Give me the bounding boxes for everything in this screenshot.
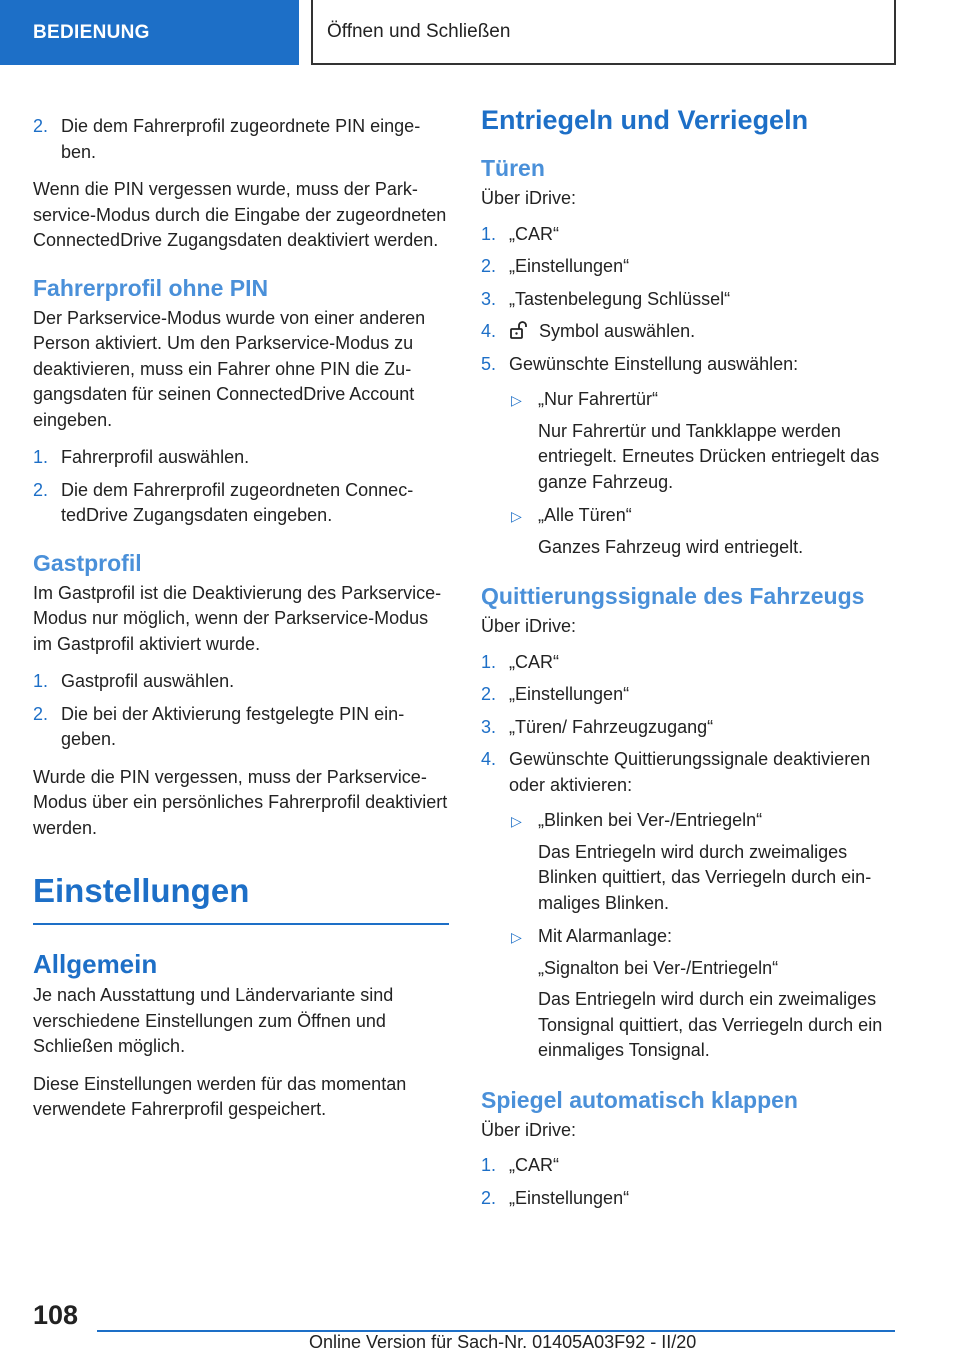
paragraph: Der Parkservice-Modus wurde von einer anderen Person aktiviert. Um den Parkservice-Modus zu deaktivieren, muss ein Fahrer ohne PIN die Zugangsdaten für seinen ConnectedDrive Account eingeben. xyxy=(33,307,426,430)
list-number: 2. xyxy=(33,703,49,724)
list-item xyxy=(481,650,901,676)
sub-list xyxy=(509,387,901,560)
sub-item-desc: Nur Fahrertür und Tankklappe werden entriegelt. Erneutes Drücken entriegelt das ganze Fahrzeug. xyxy=(538,420,880,492)
triangle-bullet-icon: ▷ xyxy=(511,392,522,408)
list-spiegel xyxy=(481,1153,901,1211)
paragraph: Über iDrive: xyxy=(481,188,577,208)
paragraph: Wurde die PIN vergessen, muss der Parkservice-Modus über ein persönliches Fahrerprofil deaktiviert werden. xyxy=(33,766,448,838)
chapter-title-einstellungen: Einstellungen xyxy=(33,871,449,925)
sub-item-label: „Blinken bei Ver-/Entriegeln“ xyxy=(538,810,763,830)
list-text: Fahrerprofil auswählen. xyxy=(61,447,250,467)
list-number: 1. xyxy=(481,1155,497,1175)
unlock-icon xyxy=(509,320,531,340)
list-text: „CAR“ xyxy=(509,1155,559,1175)
triangle-bullet-icon: ▷ xyxy=(511,508,522,524)
list-item xyxy=(33,669,449,695)
heading-tueren: Türen xyxy=(481,155,545,181)
list-item xyxy=(481,352,901,561)
list-text: Die bei der Aktivierung festgelegte PIN eingeben. xyxy=(61,703,405,749)
sub-list-item xyxy=(509,924,901,1064)
list-text: Gastprofil auswählen. xyxy=(61,671,235,691)
list-item xyxy=(481,682,901,708)
list-text: „CAR“ xyxy=(509,651,559,672)
triangle-bullet-icon: ▷ xyxy=(511,929,522,945)
list-item xyxy=(481,1186,901,1212)
list-text: „Einstellungen“ xyxy=(509,256,630,276)
list-item xyxy=(481,287,901,313)
list-item xyxy=(481,1153,901,1179)
list-number: 1. xyxy=(481,651,497,672)
page-number: 108 xyxy=(33,1300,79,1330)
list-item xyxy=(481,254,901,280)
list-text: Symbol auswählen. xyxy=(539,321,696,341)
list-item xyxy=(33,114,449,165)
list-ohne-pin xyxy=(33,445,449,529)
list-item xyxy=(481,222,901,248)
left-column xyxy=(33,104,449,1135)
list-quittierung xyxy=(481,650,901,1064)
list-pin xyxy=(33,114,449,165)
list-text: „CAR“ xyxy=(509,223,559,244)
paragraph: Wenn die PIN vergessen wurde, muss der Parkservice-Modus durch die Eingabe der zugeordneten ConnectedDrive Zugangsdaten deaktiviert werden. xyxy=(33,179,447,250)
heading-allgemein: Allgemein xyxy=(33,949,158,979)
list-text: „Türen/ Fahrzeugzugang“ xyxy=(509,716,714,737)
page-header-title xyxy=(311,0,896,65)
list-item xyxy=(33,445,449,471)
right-column xyxy=(481,104,901,1223)
sub-item-label: „Alle Türen“ xyxy=(538,505,632,525)
sub-item-desc: Das Entriegeln wird durch ein zweimaliges Tonsignal quittiert, das Verriegeln durch ein einmaliges Tonsignal. xyxy=(538,989,883,1060)
sub-list-item xyxy=(509,808,901,916)
list-text: „Einstellungen“ xyxy=(509,1187,630,1208)
list-text: Gewünschte Quittierungssignale deaktivieren oder aktivieren: xyxy=(509,749,871,795)
list-number: 2. xyxy=(33,116,49,136)
sub-item-desc: Ganzes Fahrzeug wird entriegelt. xyxy=(538,536,804,557)
list-number: 2. xyxy=(33,479,49,500)
list-number: 3. xyxy=(481,288,497,309)
heading-spiegel-klappen: Spiegel automatisch klappen xyxy=(481,1086,798,1113)
list-number: 1. xyxy=(33,671,49,691)
list-number: 3. xyxy=(481,716,497,737)
paragraph: Im Gastprofil ist die Deaktivierung des Parkservice-Modus nur möglich, wenn der Parkservice-Modus im Gastprofil aktiviert wurde. xyxy=(33,582,442,654)
paragraph: Diese Einstellungen werden für das momentan verwendete Fahrerprofil gespeichert. xyxy=(33,1073,407,1119)
sub-item-label: Mit Alarmanlage: xyxy=(538,926,673,946)
list-number: 4. xyxy=(481,749,497,769)
list-item xyxy=(33,478,449,529)
list-text: „Tastenbelegung Schlüssel“ xyxy=(509,288,731,309)
sub-item-desc: Das Entriegeln wird durch zweimaliges Blinken quittiert, das Verriegeln durch einmaliges Blinken. xyxy=(538,841,872,913)
sub-list-item xyxy=(509,387,901,495)
list-number: 2. xyxy=(481,1187,497,1208)
section-label: BEDIENUNG xyxy=(33,21,150,43)
heading-quittierungssignale: Quittierungssignale des Fahrzeugs xyxy=(481,583,865,609)
list-item xyxy=(481,715,901,741)
list-text: „Einstellungen“ xyxy=(509,684,630,704)
list-number: 2. xyxy=(481,684,497,704)
paragraph: Je nach Ausstattung und Ländervariante sind verschiedene Einstellungen zum Öffnen und Schließen möglich. xyxy=(33,985,394,1056)
list-number: 4. xyxy=(481,321,497,341)
footer-version-text: Online Version für Sach-Nr. 01405A03F92 - II/20 xyxy=(309,1332,697,1352)
list-item xyxy=(481,747,901,1064)
list-gastprofil xyxy=(33,669,449,753)
list-item xyxy=(33,702,449,753)
header-title-text: Öffnen und Schließen xyxy=(327,20,511,42)
list-number: 1. xyxy=(481,223,497,244)
heading-gastprofil: Gastprofil xyxy=(33,549,142,576)
section-tab xyxy=(0,0,299,65)
paragraph: Über iDrive: xyxy=(481,1119,577,1140)
sub-item-label: „Nur Fahrertür“ xyxy=(538,389,659,409)
heading-fahrerprofil-ohne-pin: Fahrerprofil ohne PIN xyxy=(33,274,269,301)
heading-entriegeln-verriegeln: Entriegeln und Verriegeln xyxy=(481,105,809,135)
list-number: 2. xyxy=(481,256,497,276)
list-text: Die dem Fahrerprofil zugeordneten ConnectedDrive Zugangsdaten eingeben. xyxy=(61,479,414,525)
list-number: 5. xyxy=(481,353,497,374)
sub-list xyxy=(509,808,901,1064)
list-number: 1. xyxy=(33,447,49,467)
list-tueren xyxy=(481,222,901,561)
sub-list-item xyxy=(509,503,901,560)
list-text: Gewünschte Einstellung auswählen: xyxy=(509,353,799,374)
list-item xyxy=(481,319,901,345)
list-text: Die dem Fahrerprofil zugeordnete PIN eingeben. xyxy=(61,116,421,162)
sub-item-desc: „Signalton bei Ver-/Entriegeln“ xyxy=(538,957,779,978)
paragraph: Über iDrive: xyxy=(481,616,577,636)
triangle-bullet-icon: ▷ xyxy=(511,813,522,829)
